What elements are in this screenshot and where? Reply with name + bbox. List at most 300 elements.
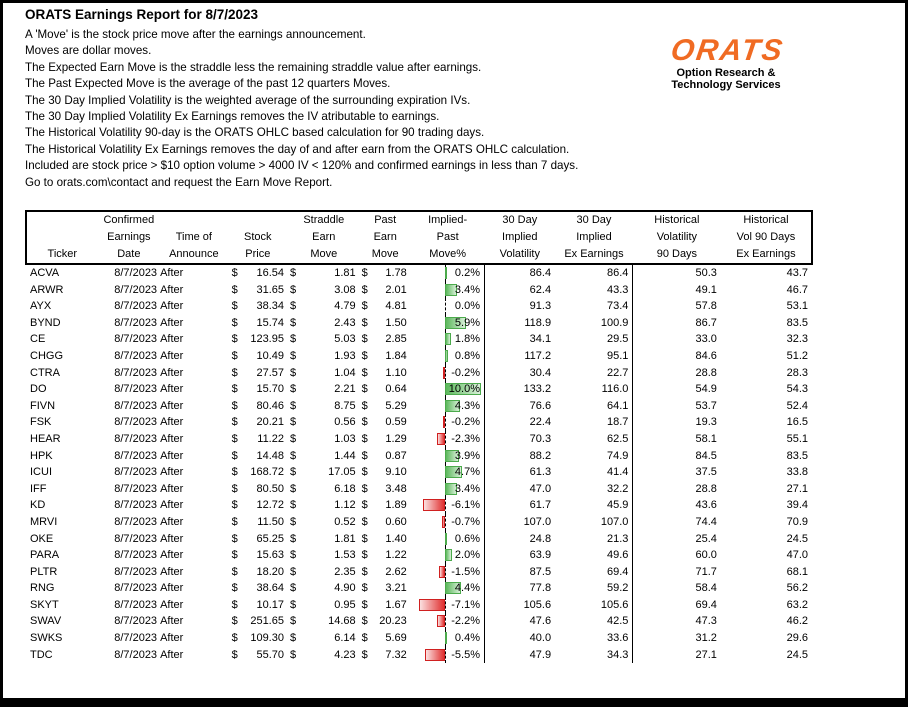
straddle-cell [288, 398, 360, 415]
currency-symbol: $ [289, 432, 297, 445]
currency-symbol: $ [289, 300, 297, 313]
currency-symbol: $ [361, 366, 368, 379]
note-line: The Historical Volatility Ex Earnings removes the day of and after earn from the ORATS OHLC calculation. [25, 142, 570, 156]
table-row [26, 264, 812, 282]
straddle-cell [288, 547, 360, 564]
currency-symbol: $ [231, 632, 238, 645]
currency-symbol: $ [231, 565, 238, 578]
past-move-cell [360, 481, 411, 498]
hv90-ex-cell: 63.2 [786, 598, 808, 611]
negative-bar [437, 433, 445, 445]
currency-symbol: $ [361, 349, 368, 362]
date-cell: 8/7/2023 [114, 565, 158, 578]
implied-past-move-value: 0.8% [454, 349, 480, 362]
price-cell [228, 282, 288, 299]
time-cell: After [160, 648, 184, 661]
past-move-cell-value: 2.85 [385, 333, 407, 346]
straddle-cell [288, 315, 360, 332]
positive-bar [445, 350, 448, 362]
column-header: Earn [373, 231, 397, 243]
implied-past-move-cell [411, 481, 485, 498]
bar-axis [445, 613, 446, 630]
iv30-ex-cell: 41.4 [606, 466, 629, 479]
implied-past-move-cell [411, 547, 485, 564]
straddle-cell-value: 0.56 [334, 416, 356, 429]
iv30-ex-cell: 43.3 [606, 283, 629, 296]
past-move-cell-value: 1.67 [385, 598, 407, 611]
past-move-cell-value: 5.69 [385, 632, 407, 645]
straddle-cell-value: 5.03 [334, 333, 356, 346]
currency-symbol: $ [231, 349, 238, 362]
past-move-cell-value: 3.21 [385, 582, 407, 595]
table-row [26, 630, 812, 647]
price-cell [228, 613, 288, 630]
column-header: Confirmed [103, 214, 155, 226]
hv90-ex-cell: 54.3 [786, 383, 808, 396]
past-move-cell-value: 2.01 [385, 283, 407, 296]
price-cell-value: 16.54 [256, 267, 284, 279]
hv90-cell: 47.3 [633, 613, 721, 630]
currency-symbol: $ [231, 499, 238, 512]
ticker-cell: ARWR [30, 283, 64, 296]
currency-symbol: $ [289, 399, 297, 412]
straddle-cell-value: 1.12 [334, 499, 356, 512]
currency-symbol: $ [289, 267, 297, 279]
implied-past-move-cell [411, 580, 485, 597]
column-header: Stock [244, 231, 272, 243]
table-row [26, 431, 812, 448]
iv30-cell: 87.5 [484, 564, 555, 581]
bar-axis [445, 365, 446, 382]
column-header: Move% [411, 246, 485, 264]
currency-symbol: $ [289, 482, 297, 495]
past-move-cell [360, 547, 411, 564]
time-cell: After [160, 515, 184, 528]
implied-past-move-value: 0.0% [454, 300, 480, 313]
column-header: Historical [654, 214, 700, 226]
past-move-cell [360, 531, 411, 548]
currency-symbol: $ [289, 615, 297, 628]
table-row [26, 464, 812, 481]
implied-past-move-value: 3.9% [454, 449, 480, 462]
price-cell [228, 381, 288, 398]
hv90-cell: 58.1 [633, 431, 721, 448]
implied-past-move-cell [411, 348, 485, 365]
note-line: Go to orats.com\contact and request the Earn Move Report. [25, 175, 333, 189]
iv30-ex-cell: 45.9 [606, 499, 629, 512]
column-header: Ticker [26, 246, 98, 264]
past-move-cell [360, 264, 411, 282]
past-move-cell-value: 7.32 [385, 648, 407, 661]
ticker-cell: FSK [30, 416, 52, 429]
column-header: Ex Earnings [555, 246, 633, 264]
time-cell: After [160, 532, 184, 545]
past-move-cell [360, 448, 411, 465]
straddle-cell-value: 0.52 [334, 515, 356, 528]
price-cell-value: 251.65 [250, 615, 284, 628]
currency-symbol: $ [361, 482, 368, 495]
table-row [26, 547, 812, 564]
iv30-ex-cell: 32.2 [606, 482, 629, 495]
straddle-cell-value: 6.18 [334, 482, 356, 495]
currency-symbol: $ [289, 416, 297, 429]
date-cell: 8/7/2023 [114, 399, 158, 412]
note-line: A 'Move' is the stock price move after the earnings announcement. [25, 28, 366, 41]
straddle-cell [288, 431, 360, 448]
implied-past-move-value: -5.5% [451, 648, 480, 661]
negative-bar [419, 599, 445, 611]
ticker-cell: IFF [30, 482, 47, 495]
currency-symbol: $ [361, 449, 368, 462]
date-cell: 8/7/2023 [114, 283, 158, 296]
ticker-cell: OKE [30, 532, 54, 545]
straddle-cell [288, 514, 360, 531]
past-move-cell-value: 2.62 [385, 565, 407, 578]
iv30-ex-cell: 100.9 [600, 316, 629, 329]
currency-symbol: $ [361, 549, 368, 562]
implied-past-move-value: 3.4% [454, 482, 480, 495]
time-cell: After [160, 549, 184, 562]
implied-past-move-value: 0.4% [454, 632, 480, 645]
bar-axis [445, 497, 446, 514]
straddle-cell [288, 298, 360, 315]
date-cell: 8/7/2023 [114, 549, 158, 562]
table-body [26, 264, 812, 663]
hv90-ex-cell: 33.8 [786, 466, 808, 479]
note-line: The 30 Day Implied Volatility Ex Earnings removes the IV atributable to earnings. [25, 109, 440, 123]
date-cell: 8/7/2023 [114, 466, 158, 479]
past-move-cell [360, 497, 411, 514]
iv30-cell: 63.9 [484, 547, 555, 564]
time-cell: After [160, 399, 184, 412]
currency-symbol: $ [289, 383, 297, 396]
hv90-cell: 69.4 [633, 597, 721, 614]
hv90-ex-cell: 52.4 [786, 399, 808, 412]
column-header: Date [98, 246, 160, 264]
date-cell: 8/7/2023 [114, 366, 158, 379]
ticker-cell: ACVA [30, 267, 60, 279]
table-row [26, 448, 812, 465]
positive-bar [445, 533, 447, 545]
price-cell-value: 18.20 [256, 565, 284, 578]
iv30-ex-cell: 73.4 [606, 300, 629, 313]
iv30-ex-cell: 59.2 [606, 582, 629, 595]
price-cell [228, 597, 288, 614]
implied-past-move-cell [411, 647, 485, 664]
currency-symbol: $ [361, 300, 368, 313]
past-move-cell-value: 1.29 [385, 432, 407, 445]
note-line: The Expected Earn Move is the straddle less the remaining straddle value after earnings. [25, 60, 482, 74]
currency-symbol: $ [361, 598, 368, 611]
currency-symbol: $ [361, 416, 368, 429]
currency-symbol: $ [289, 316, 297, 329]
currency-symbol: $ [361, 399, 368, 412]
price-cell [228, 464, 288, 481]
time-cell: After [160, 383, 184, 396]
table-row [26, 331, 812, 348]
implied-past-move-cell [411, 298, 485, 315]
hv90-cell: 74.4 [633, 514, 721, 531]
past-move-cell [360, 431, 411, 448]
currency-symbol: $ [231, 383, 238, 396]
currency-symbol: $ [361, 432, 368, 445]
straddle-cell [288, 464, 360, 481]
date-cell: 8/7/2023 [114, 267, 158, 279]
hv90-cell: 28.8 [633, 365, 721, 382]
past-move-cell-value: 0.64 [385, 383, 407, 396]
price-cell [228, 547, 288, 564]
hv90-cell: 37.5 [633, 464, 721, 481]
note-line: Included are stock price > $10 option volume > 4000 IV < 120% and confirmed earnings in less than 7 days. [25, 159, 579, 173]
iv30-cell: 91.3 [484, 298, 555, 315]
iv30-ex-cell: 18.7 [606, 416, 629, 429]
time-cell: After [160, 283, 184, 296]
column-header [26, 229, 98, 246]
straddle-cell [288, 564, 360, 581]
price-cell-value: 80.50 [256, 482, 284, 495]
hv90-cell: 60.0 [633, 547, 721, 564]
table-row [26, 497, 812, 514]
past-move-cell [360, 613, 411, 630]
implied-past-move-value: -0.7% [451, 515, 480, 528]
iv30-ex-cell: 107.0 [600, 515, 629, 528]
price-cell [228, 630, 288, 647]
past-move-cell [360, 282, 411, 299]
price-cell-value: 38.64 [256, 582, 284, 595]
column-header: Time of [175, 231, 212, 243]
hv90-ex-cell: 51.2 [786, 349, 808, 362]
currency-symbol: $ [231, 283, 238, 296]
logo-tagline-line1: Option Research & [676, 67, 776, 79]
implied-past-move-value: 1.8% [454, 333, 480, 346]
hv90-ex-cell: 29.6 [786, 632, 808, 645]
straddle-cell-value: 17.05 [328, 466, 356, 479]
table-row [26, 381, 812, 398]
hv90-ex-cell: 68.1 [786, 565, 808, 578]
past-move-cell [360, 381, 411, 398]
iv30-ex-cell: 29.5 [606, 333, 629, 346]
implied-past-move-cell [411, 365, 485, 382]
currency-symbol: $ [361, 267, 368, 279]
column-header: Price [228, 246, 288, 264]
straddle-cell [288, 630, 360, 647]
currency-symbol: $ [361, 648, 368, 661]
implied-past-move-cell [411, 431, 485, 448]
currency-symbol: $ [231, 267, 238, 279]
date-cell: 8/7/2023 [114, 615, 158, 628]
hv90-cell: 27.1 [633, 647, 721, 664]
table-row [26, 365, 812, 382]
implied-past-move-cell [411, 398, 485, 415]
implied-past-move-cell [411, 331, 485, 348]
date-cell: 8/7/2023 [114, 333, 158, 346]
date-cell: 8/7/2023 [114, 582, 158, 595]
column-header: Past [436, 231, 459, 243]
ticker-cell: SWKS [30, 632, 63, 645]
bar-axis [445, 298, 446, 315]
straddle-cell [288, 331, 360, 348]
column-header: Announce [160, 246, 228, 264]
straddle-cell [288, 613, 360, 630]
negative-bar [437, 615, 445, 627]
past-move-cell [360, 414, 411, 431]
past-move-cell [360, 315, 411, 332]
negative-bar [443, 416, 445, 428]
hv90-cell: 31.2 [633, 630, 721, 647]
currency-symbol: $ [289, 549, 297, 562]
implied-past-move-cell [411, 448, 485, 465]
hv90-ex-cell: 27.1 [786, 482, 808, 495]
iv30-ex-cell: 42.5 [606, 615, 629, 628]
ticker-cell: SKYT [30, 598, 59, 611]
straddle-cell-value: 4.23 [334, 648, 356, 661]
straddle-cell-value: 4.79 [334, 300, 356, 313]
date-cell: 8/7/2023 [114, 316, 158, 329]
hv90-ex-cell: 39.4 [786, 499, 808, 512]
past-move-cell [360, 597, 411, 614]
table-row [26, 647, 812, 664]
price-cell-value: 12.72 [256, 499, 284, 512]
implied-past-move-cell [411, 414, 485, 431]
price-cell [228, 647, 288, 664]
implied-past-move-value: 2.0% [454, 549, 480, 562]
hv90-cell: 84.5 [633, 448, 721, 465]
past-move-cell [360, 514, 411, 531]
straddle-cell [288, 497, 360, 514]
hv90-ex-cell: 56.2 [786, 582, 808, 595]
ticker-cell: PARA [30, 549, 60, 562]
implied-past-move-cell [411, 497, 485, 514]
positive-bar [445, 333, 451, 345]
iv30-ex-cell: 86.4 [606, 267, 629, 279]
ticker-cell: RNG [30, 582, 55, 595]
ticker-cell: PLTR [30, 565, 58, 578]
currency-symbol: $ [361, 515, 368, 528]
currency-symbol: $ [289, 565, 297, 578]
past-move-cell-value: 1.89 [385, 499, 407, 512]
price-cell-value: 31.65 [256, 283, 284, 296]
straddle-cell-value: 2.43 [334, 316, 356, 329]
column-header: Move [360, 246, 411, 264]
price-cell [228, 514, 288, 531]
iv30-ex-cell: 33.6 [606, 632, 629, 645]
implied-past-move-value: -0.2% [451, 416, 480, 429]
iv30-cell: 133.2 [484, 381, 555, 398]
implied-past-move-value: 10.0% [448, 383, 480, 396]
column-header: 30 Day [576, 214, 612, 226]
column-header: Earn [312, 231, 336, 243]
price-cell [228, 497, 288, 514]
past-move-cell [360, 348, 411, 365]
bar-axis [445, 564, 446, 581]
implied-past-move-cell [411, 514, 485, 531]
table-row [26, 580, 812, 597]
iv30-cell: 105.6 [484, 597, 555, 614]
bar-axis [445, 647, 446, 664]
date-cell: 8/7/2023 [114, 515, 158, 528]
price-cell-value: 15.74 [256, 316, 284, 329]
implied-past-move-cell [411, 464, 485, 481]
price-cell [228, 264, 288, 282]
iv30-cell: 40.0 [484, 630, 555, 647]
hv90-cell: 53.7 [633, 398, 721, 415]
table-row [26, 531, 812, 548]
currency-symbol: $ [361, 632, 368, 645]
currency-symbol: $ [289, 349, 297, 362]
currency-symbol: $ [289, 449, 297, 462]
price-cell-value: 10.49 [256, 349, 284, 362]
date-cell: 8/7/2023 [114, 648, 158, 661]
price-cell [228, 564, 288, 581]
ticker-cell: CTRA [30, 366, 60, 379]
past-move-cell-value: 5.29 [385, 399, 407, 412]
currency-symbol: $ [231, 333, 238, 346]
price-cell-value: 11.50 [257, 515, 284, 528]
currency-symbol: $ [231, 300, 238, 313]
hv90-ex-cell: 83.5 [786, 316, 808, 329]
column-header: Move [288, 246, 360, 264]
column-header: 30 Day [502, 214, 538, 226]
currency-symbol: $ [361, 333, 368, 346]
column-header [26, 211, 98, 229]
hv90-ex-cell: 70.9 [786, 515, 808, 528]
time-cell: After [160, 366, 184, 379]
time-cell: After [160, 466, 184, 479]
hv90-cell: 58.4 [633, 580, 721, 597]
iv30-ex-cell: 64.1 [606, 399, 629, 412]
iv30-cell: 88.2 [484, 448, 555, 465]
ticker-cell: AYX [30, 300, 52, 313]
price-cell-value: 10.17 [256, 598, 284, 611]
earnings-table [25, 210, 813, 663]
price-cell [228, 398, 288, 415]
table-row [26, 282, 812, 299]
date-cell: 8/7/2023 [114, 432, 158, 445]
currency-symbol: $ [361, 316, 368, 329]
time-cell: After [160, 416, 184, 429]
straddle-cell-value: 1.93 [334, 349, 356, 362]
note-line: The Past Expected Move is the average of the past 12 quarters Moves. [25, 77, 391, 91]
table-row [26, 514, 812, 531]
currency-symbol: $ [361, 615, 368, 628]
implied-past-move-cell [411, 531, 485, 548]
positive-bar [445, 632, 447, 644]
column-header: Past [374, 214, 397, 226]
price-cell [228, 481, 288, 498]
straddle-cell-value: 4.90 [334, 582, 356, 595]
past-move-cell-value: 4.81 [385, 300, 407, 313]
column-header: Volatility [656, 231, 698, 243]
ticker-cell: TDC [30, 648, 53, 661]
implied-past-move-cell [411, 630, 485, 647]
iv30-ex-cell: 74.9 [606, 449, 629, 462]
currency-symbol: $ [231, 316, 238, 329]
iv30-cell: 86.4 [484, 264, 555, 282]
price-cell [228, 531, 288, 548]
currency-symbol: $ [231, 416, 238, 429]
currency-symbol: $ [289, 582, 297, 595]
past-move-cell-value: 1.22 [385, 549, 407, 562]
hv90-ex-cell: 46.2 [786, 615, 808, 628]
implied-past-move-value: -7.1% [451, 598, 480, 611]
table-row [26, 414, 812, 431]
past-move-cell-value: 0.87 [385, 449, 407, 462]
price-cell-value: 15.63 [256, 549, 284, 562]
implied-past-move-value: 4.7% [454, 466, 480, 479]
straddle-cell [288, 348, 360, 365]
date-cell: 8/7/2023 [114, 532, 158, 545]
straddle-cell [288, 414, 360, 431]
